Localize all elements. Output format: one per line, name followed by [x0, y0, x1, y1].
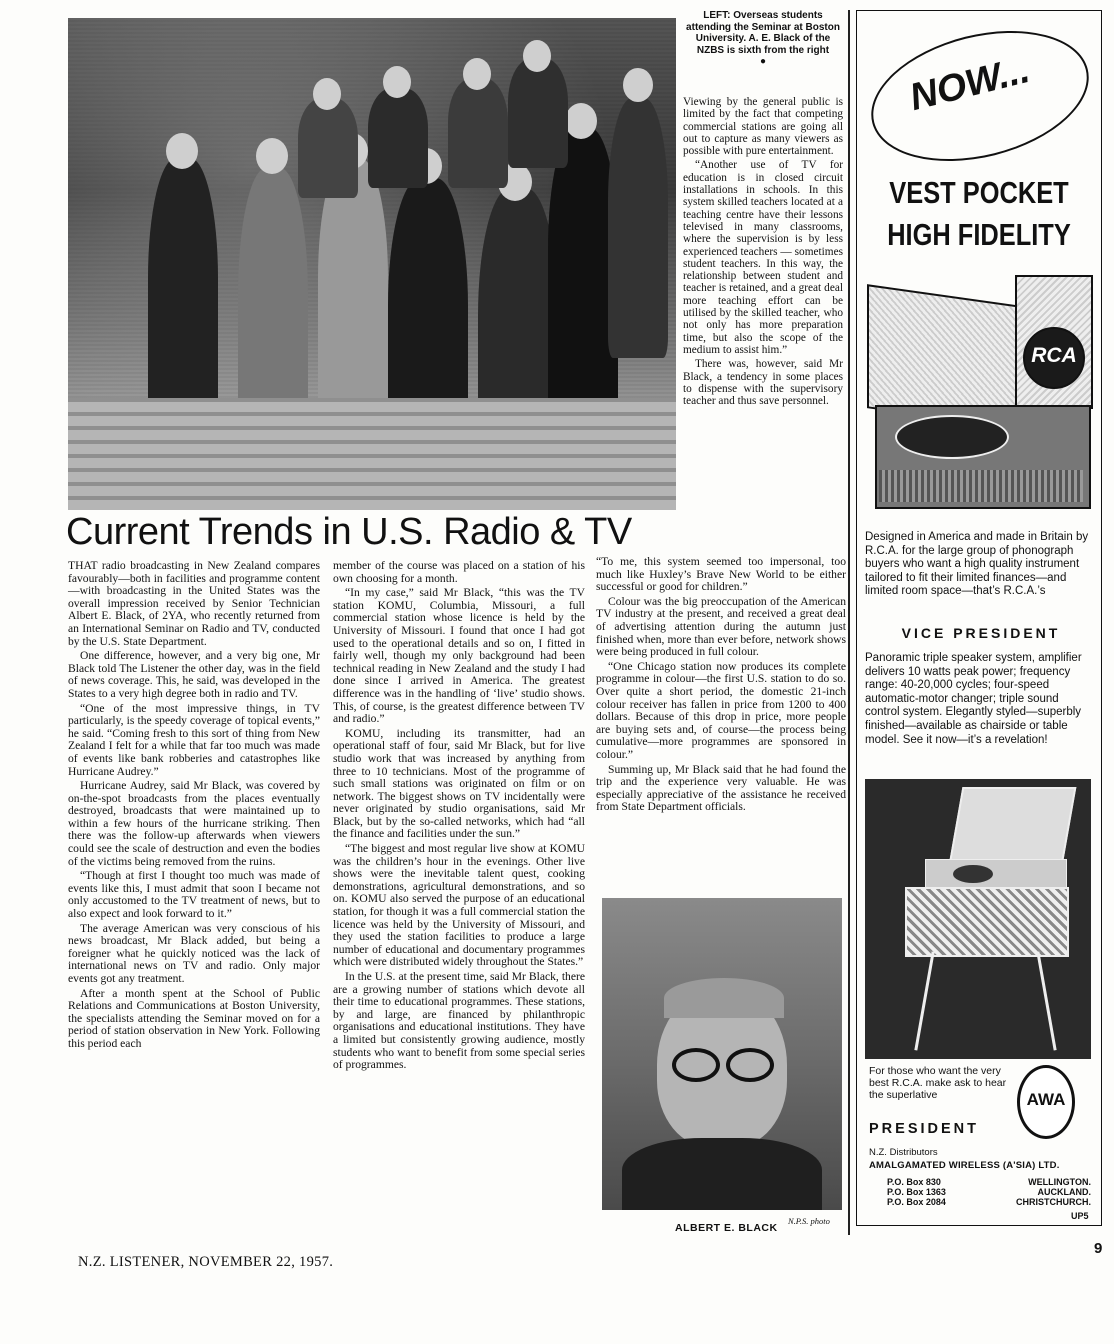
president-title: PRESIDENT [869, 1121, 979, 1137]
paragraph: One difference, however, and a very big one, Mr Black told The Listener the other day, was in the field of news coverage. This, he said, was developed in the States to a very high degree both in radio and TV. [68, 649, 320, 700]
rca-logo-text: RCA [1031, 344, 1077, 367]
distributors-label: N.Z. Distributors [869, 1147, 938, 1158]
article-headline: Current Trends in U.S. Radio & TV [66, 511, 632, 553]
ad-code: UP5 [1071, 1211, 1089, 1221]
seminar-group-photo [68, 18, 676, 510]
top-photo-caption [683, 10, 843, 68]
paragraph: THAT radio broadcasting in New Zealand compares favourably—both in facilities and programme content—with broadcasting in the United States was the overall impression received by Senior Technician Albert E. Black, of 2YA, who recently returned from an International Seminar on Radio and TV, conducted by the U.S. State Department. [68, 559, 320, 648]
address-row [887, 1197, 1091, 1207]
paragraph: Summing up, Mr Black said that he had found the trip and the experience very valuable. He was especially appreciative of the assistance he received from State Department officials. [596, 762, 846, 814]
portrait-caption: ALBERT E. BLACK [675, 1222, 778, 1234]
rca-logo [1023, 327, 1085, 389]
paragraph: Colour was the big preoccupation of the American TV industry at the present, and received a great deal of advertising attention during the autumn just finished when, more than ever before, network shows were being produced in full colour. [596, 594, 846, 659]
paragraph: Hurricane Audrey, said Mr Black, was covered by on-the-spot broadcasts from the places eventually destroyed, broadcasts that were maintained up to within a few hours of the hurricane striking. Then there was the follow-up afterwards when viewers could see the scale of destruction and even the bodies of the victims being removed from the ruins. [68, 779, 320, 868]
paragraph: The average American was very conscious of his news broadcast, Mr Black added, but being a foreigner what he quickly noticed was the lack of international news on TV and radio. Only major events got any treatment. [68, 921, 320, 985]
ad-headline-line1: VEST POCKET [889, 175, 1069, 210]
address-city: CHRISTCHURCH. [1016, 1197, 1091, 1207]
article-right-column-top [683, 96, 843, 409]
page-footer: N.Z. LISTENER, NOVEMBER 22, 1957. [78, 1254, 334, 1270]
paragraph: “In my case,” said Mr Black, “this was the TV station KOMU, Columbia, Missouri, a full commercial station whose licence is held by the University of Missouri. I found that once I had got used to the operational details and so on, I fitted in fairly well, though my only background had been technical reading in New Zealand and the study I had done since I arrived in America. The greatest difference was in the handling of ‘live’ studio shows. This, of course, is the greatest difference between TV and radio.” [333, 586, 585, 726]
portrait-credit: N.P.S. photo [788, 1216, 830, 1226]
address-city: WELLINGTON. [1028, 1177, 1091, 1187]
address-box: P.O. Box 2084 [887, 1197, 946, 1207]
president-intro: For those who want the very best R.C.A. make ask to hear the superlative [869, 1065, 1007, 1101]
paragraph: In the U.S. at the present time, said Mr Black, there are a growing number of stations which devote all their time to educational programmes. These stations, by and large, are financed by philanthropic organisations and educational institutions. They have a limited but consistently growing audience, mostly students who want to benefit from some special series of programmes. [333, 970, 585, 1072]
now-text: NOW... [905, 48, 1034, 120]
vice-president-description: Panoramic triple speaker system, amplifier delivers 10 watts peak power; frequency range: 40-20,000 cycles; four-speed automatic-motor changer; triple sound control system. Elegantly styled—superbly finished—available as chairside or table model. See it now—it’s a revelation! [865, 652, 1082, 746]
article-column-2 [333, 560, 585, 1074]
paragraph: There was, however, said Mr Black, a tendency in some places to dispense with the supervisory teacher and thus save personnel. [683, 358, 843, 408]
paragraph: “The biggest and most regular live show at KOMU was the children’s hour in the evenings. Other live shows were the inevitable talent quest, cooking demonstrations, agricultural demonstrations, and so on. KOMU also served the purpose of an educational station, for though it was a full commercial station the licence was held by the University of Missouri, and they used the station facilities to produce a large number of educational and documentary programmes which were distributed widely throughout the States.” [333, 842, 585, 969]
awa-logo [1017, 1065, 1075, 1139]
president-product-image [865, 779, 1091, 1059]
paragraph: “Another use of TV for education is in closed circuit installations in schools. In this system skilled teachers located at a teaching centre have their lessons televised in many classrooms, where the supervision is by less experienced teachers — sometimes student teachers. In this way, the relationship between student and teacher is retained, and a great deal more teaching effort can be utilised by the skilled teacher, who not only has more preparation time, but also the scope of the medium to assist him.” [683, 159, 843, 356]
article-column-1 [68, 560, 320, 1053]
albert-black-portrait [602, 898, 842, 1210]
paragraph: After a month spent at the School of Public Relations and Communications at Boston University, the specialists attending the Seminar moved on for a period of station observation in New York. Following this period each [68, 986, 320, 1050]
paragraph: “One of the most impressive things, in TV particularly, is the speedy coverage of topical events,” he said. “Coming fresh to this sort of thing from New Zealand I felt for a while that far too much was made of events like bank robberies and catastrophes like Hurricane Audrey.” [68, 701, 320, 778]
awa-logo-text: AWA [1026, 1090, 1066, 1109]
page-number: 9 [1094, 1240, 1103, 1257]
caption-text: LEFT: Overseas students attending the Seminar at Boston University. A. E. Black of the NZBS is sixth from the right [686, 10, 840, 56]
paragraph: “One Chicago station now produces its complete programme in colour—the first U.S. station to do so. Over quite a short period, the domestic 21-inch colour receiver has fallen in price from 1200 to 400 dollars. Because of this drop in price, more people are buying sets and, of course—the process being cumulative—more programmes are sponsored in colour.” [596, 659, 846, 761]
address-city: AUCKLAND. [1037, 1187, 1091, 1197]
bullet-mark: ● [759, 56, 767, 67]
paragraph: member of the course was placed on a station of his own choosing for a month. [333, 559, 585, 585]
address-box: P.O. Box 830 [887, 1177, 941, 1187]
paragraph: Viewing by the general public is limited by the fact that competing commercial stations are going all out to capture as many viewers as possible with pure entertainment. [683, 96, 843, 158]
paragraph: “Though at first I thought too much was made of events like this, I must admit that soon I became not only accustomed to the TV treatment of news, but to also expect and look forward to it.” [68, 869, 320, 921]
paragraph: KOMU, including its transmitter, had an operational staff of four, said Mr Black, but for live studio work that was increased by anything from three to 10 technicians. Most of the programme of such small stations was originated on film or on network. The biggest shows on TV incidentally were never originated by studio organisations, said Mr Black, but by the so-called networks, which had “all the finance and facilities under the sun.” [333, 726, 585, 841]
paragraph: “To me, this system seemed too impersonal, too much like Huxley’s Brave New World to be either successful or good for children.” [596, 555, 846, 594]
address-row [887, 1187, 1091, 1197]
vice-president-product-image [865, 275, 1091, 525]
ad-intro-text: Designed in America and made in Britain by R.C.A. for the large group of phonograph buyers who want a high quality instrument tailored to fit their limited finances—and limited room space—that’s R.C.A.’s [865, 531, 1089, 598]
address-row [887, 1177, 1091, 1187]
column-rule [848, 10, 850, 1235]
rca-advertisement [856, 10, 1102, 1226]
ad-headline-line2: HIGH FIDELITY [887, 217, 1071, 252]
company-name: AMALGAMATED WIRELESS (A'SIA) LTD. [869, 1160, 1060, 1171]
vice-president-title: VICE PRESIDENT [901, 625, 1061, 641]
address-box: P.O. Box 1363 [887, 1187, 946, 1197]
article-column-3 [596, 556, 846, 816]
